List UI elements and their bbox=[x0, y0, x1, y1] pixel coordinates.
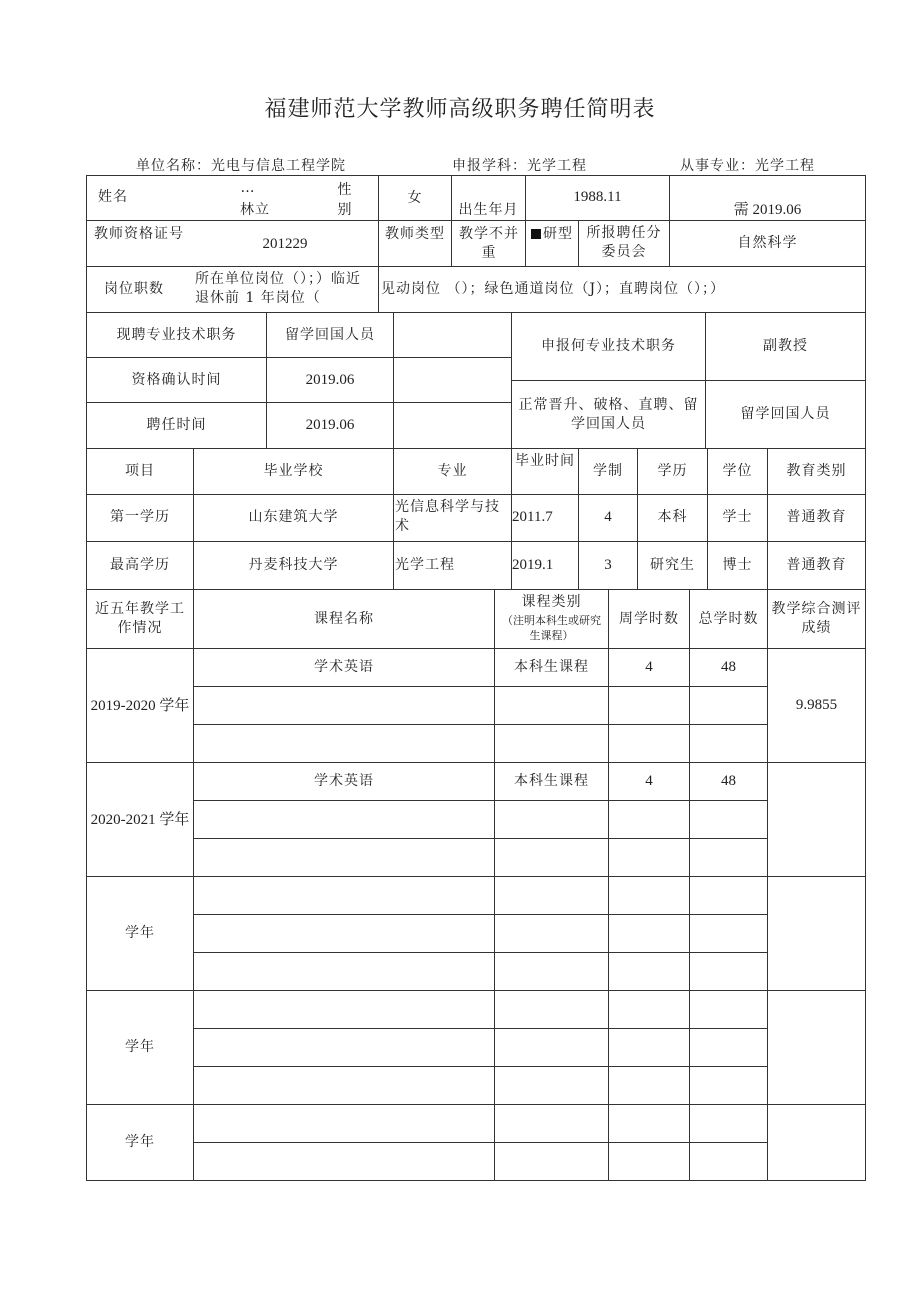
total-hours-header: 总学时数 bbox=[698, 610, 759, 627]
name-value: 林立 bbox=[240, 201, 270, 218]
edu-row-grad: 2011.7 bbox=[512, 508, 553, 525]
work-major: 从事专业：光学工程 bbox=[680, 158, 815, 174]
post-text-1: 所在单位岗位（）；）临近退休前 1 年岗位（ bbox=[195, 271, 361, 306]
edu-header-item: 项目 bbox=[125, 462, 155, 479]
cert-label: 教师资格证号 bbox=[94, 225, 184, 242]
edu-header-level: 学历 bbox=[657, 462, 688, 479]
edu-row-level: 本科 bbox=[657, 508, 688, 525]
edu-row-level: 研究生 bbox=[650, 556, 695, 573]
teaching-section-label: 近五年教学工作情况 bbox=[95, 601, 185, 636]
edu-header-years: 学制 bbox=[593, 462, 623, 479]
year-label: 学年 bbox=[125, 1133, 155, 1150]
course-weekly-hours: 4 bbox=[645, 772, 653, 789]
course-total-hours: 48 bbox=[721, 772, 736, 789]
course-weekly-hours bbox=[609, 884, 689, 906]
apply-position-value: 副教授 bbox=[763, 337, 808, 354]
cert-value: 201229 bbox=[262, 235, 308, 252]
teacher-type-option-1: 教学不并重 bbox=[459, 226, 519, 261]
hire-time-label: 聘任时间 bbox=[146, 416, 207, 433]
name-label: 姓名 bbox=[98, 188, 128, 205]
course-name: 学术英语 bbox=[314, 772, 374, 789]
edu-row-item: 最高学历 bbox=[110, 556, 170, 573]
year-score: 9.9855 bbox=[795, 696, 838, 713]
course-type: 本科生课程 bbox=[514, 772, 589, 789]
course-name: 学术英语 bbox=[314, 658, 374, 675]
course-weekly-hours: 4 bbox=[645, 658, 653, 675]
current-position-label: 现聘专业技术职务 bbox=[116, 326, 237, 343]
year-label: 2020-2021 学年 bbox=[90, 811, 190, 828]
course-type bbox=[495, 884, 608, 906]
course-total-hours bbox=[690, 884, 767, 906]
course-name-header: 课程名称 bbox=[314, 610, 374, 627]
course-weekly-hours bbox=[609, 998, 689, 1020]
edu-header-type: 教育类别 bbox=[786, 462, 847, 479]
course-type-header: 课程类别 bbox=[521, 593, 582, 610]
year-label: 学年 bbox=[125, 924, 155, 941]
teacher-type-label: 教师类型 bbox=[385, 225, 445, 242]
year-score bbox=[768, 1036, 865, 1058]
gender-value: 女 bbox=[407, 189, 423, 206]
hire-time-value: 2019.06 bbox=[305, 416, 355, 433]
course-type bbox=[495, 998, 608, 1020]
edu-row-major: 光学工程 bbox=[395, 556, 455, 573]
year-score bbox=[768, 922, 865, 944]
gender-label-1: 性 bbox=[337, 181, 353, 198]
weekly-hours-header: 周学时数 bbox=[619, 610, 679, 627]
post-text-2: 见动岗位 （）；绿色通道岗位（J）；直聘岗位（）；） bbox=[381, 280, 726, 297]
year-score bbox=[768, 808, 865, 830]
year-score bbox=[768, 1131, 865, 1153]
course-name bbox=[194, 998, 494, 1020]
score-header: 教学综合测评成绩 bbox=[771, 601, 862, 636]
apply-discipline: 申报学科：光学工程 bbox=[452, 158, 587, 174]
extra-date-value: 需 2019.06 bbox=[733, 201, 802, 218]
edu-row-grad: 2019.1 bbox=[512, 556, 554, 573]
year-label: 2019-2020 学年 bbox=[90, 697, 190, 714]
course-total-hours: 48 bbox=[721, 658, 736, 675]
edu-header-school: 毕业学校 bbox=[263, 462, 324, 479]
course-type bbox=[495, 1112, 608, 1134]
filled-checkbox-icon bbox=[531, 229, 541, 239]
post-label: 岗位职数 bbox=[104, 280, 164, 297]
birth-label: 出生年月 bbox=[458, 201, 519, 218]
edu-header-major: 专业 bbox=[437, 462, 468, 479]
course-total-hours bbox=[690, 1112, 767, 1134]
unit-name: 单位名称：光电与信息工程学院 bbox=[136, 158, 346, 174]
qual-time-value: 2019.06 bbox=[305, 371, 355, 388]
route-value: 留学回国人员 bbox=[740, 405, 831, 422]
committee-value: 自然科学 bbox=[737, 234, 798, 251]
teacher-type-option-2 bbox=[526, 224, 578, 244]
edu-row-major: 光信息科学与技术 bbox=[395, 499, 500, 534]
edu-row-item: 第一学历 bbox=[110, 508, 170, 525]
course-name bbox=[194, 884, 494, 906]
year-label: 学年 bbox=[125, 1038, 155, 1055]
gender-label-2: 别 bbox=[337, 201, 353, 218]
course-type-note: （注明本科生或研究生课程） bbox=[502, 614, 601, 642]
edu-row-type: 普通教育 bbox=[786, 508, 847, 525]
edu-row-years: 4 bbox=[604, 508, 612, 525]
course-type: 本科生课程 bbox=[514, 658, 589, 675]
birth-value: 1988.11 bbox=[573, 188, 622, 205]
qual-time-label: 资格确认时间 bbox=[131, 371, 222, 388]
course-weekly-hours bbox=[609, 1112, 689, 1134]
apply-position-label: 申报何专业技术职务 bbox=[541, 337, 676, 354]
committee-label: 所报聘任分委员会 bbox=[586, 225, 662, 260]
edu-row-school: 山东建筑大学 bbox=[248, 508, 339, 525]
route-label: 正常晋升、破格、直聘、留学回国人员 bbox=[518, 397, 699, 432]
course-total-hours bbox=[690, 998, 767, 1020]
edu-row-type: 普通教育 bbox=[786, 556, 847, 573]
edu-row-degree: 博士 bbox=[722, 556, 753, 573]
current-position-value: 留学回国人员 bbox=[285, 326, 375, 343]
edu-header-grad: 毕业时间 bbox=[515, 452, 575, 469]
course-name bbox=[194, 1112, 494, 1134]
edu-row-school: 丹麦科技大学 bbox=[248, 556, 339, 573]
edu-row-degree: 学士 bbox=[722, 508, 753, 525]
page-title: 福建师范大学教师高级职务聘任简明表 bbox=[264, 97, 656, 122]
teacher-type-option-2-label: 研型 bbox=[543, 225, 573, 242]
edu-header-degree: 学位 bbox=[722, 462, 753, 479]
name-dots: … bbox=[240, 179, 256, 196]
edu-row-years: 3 bbox=[604, 556, 612, 573]
